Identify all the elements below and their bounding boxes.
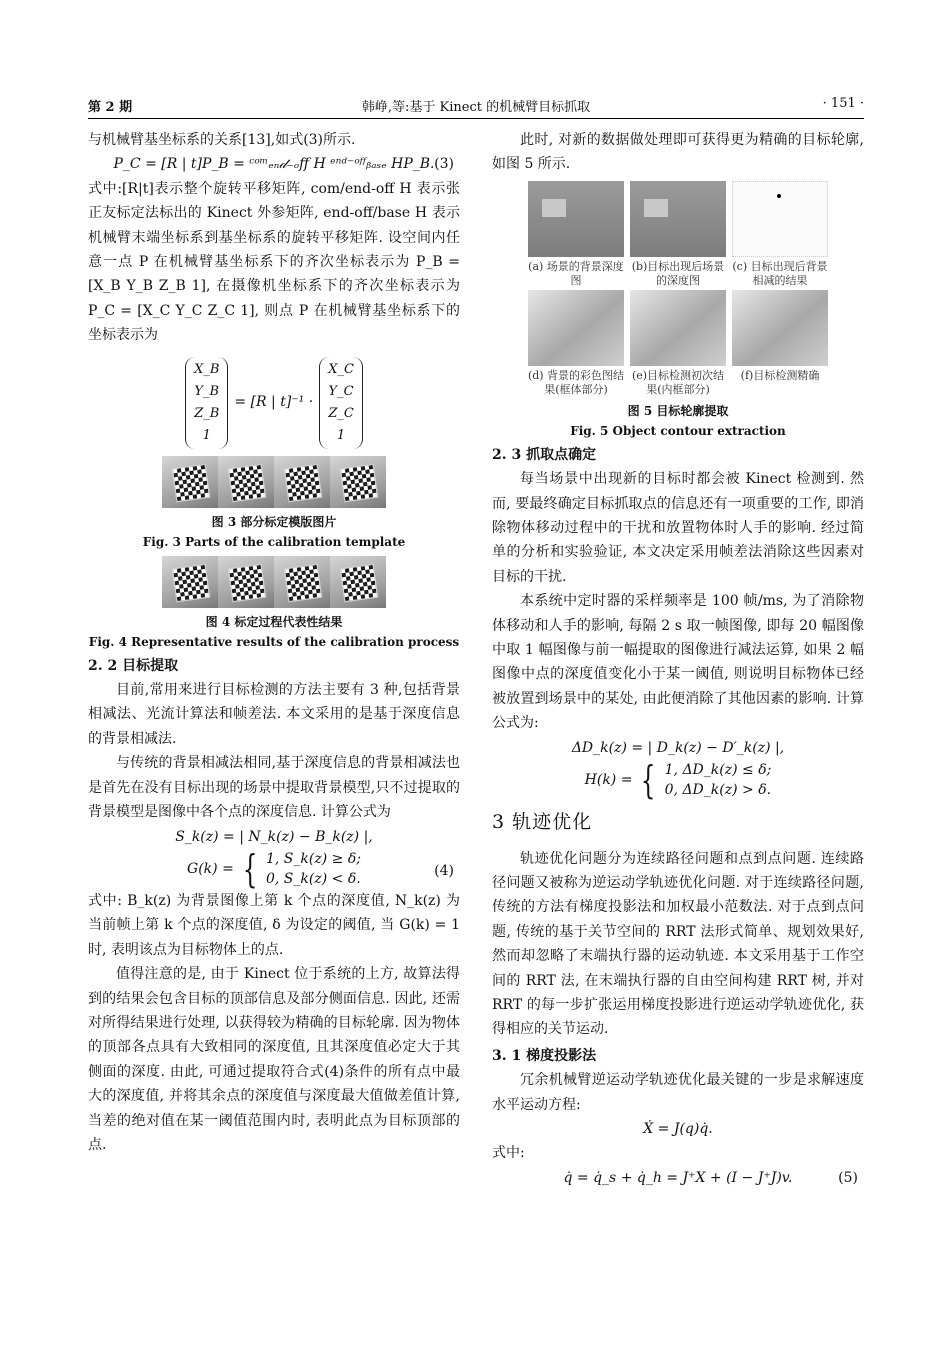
calibration-image (218, 456, 274, 508)
depth-image (528, 181, 624, 257)
figure-5f (729, 290, 831, 399)
coordinate-matrix-equation (88, 354, 460, 452)
equation-4b (88, 846, 460, 891)
section-heading: 3 轨迹优化 (492, 811, 593, 834)
figure-3-caption: 图 3 部分标定模版图片 (211, 514, 337, 529)
matrix-left (185, 357, 228, 449)
detection-image (630, 290, 726, 366)
subfigure-caption: (a) 场景的背景深度图 (528, 259, 624, 287)
matrix-entry: Z_C (328, 405, 354, 421)
section-heading: 3. 1 梯度投影法 (492, 1047, 597, 1064)
matrix-entry: X_C (328, 361, 354, 377)
equation-number: (5) (838, 1169, 858, 1186)
matrix-right (319, 357, 363, 449)
calibration-image (162, 456, 218, 508)
calibration-result-image (218, 556, 274, 608)
subfigure-caption: (d) 背景的彩色图结果(框体部分) (527, 368, 625, 396)
page-header (88, 96, 864, 118)
equation-text: q̇ = q̇_s + q̇_h = J⁺X + (I − J⁺J)v. (563, 1169, 793, 1186)
matrix-operator: = [R | t]⁻¹ · (234, 394, 314, 411)
case-line: 1, S_k(z) ≥ δ; (266, 850, 361, 867)
figure-5e (627, 290, 729, 399)
figure-4-caption-en: Fig. 4 Representative results of the calibration process (88, 634, 460, 649)
paragraph: 式中:[R|t]表示整个旋转平移矩阵, com/end-off H 表示张正友标定法标出的 Kinect 外参矩阵, end-off/base H 表示机械臂末端坐标系到基坐标系的旋转平移矩阵. 设空间内任意一点 P 在机械臂基坐标系下的齐次坐标表示为 P_B = [X_B Y_B Z_B 1], 在摄像机坐标系下的齐次坐标表示为 P_C = [X_C Y_C Z_C 1], 则点 P 在机械臂基坐标系下的坐标表示为 (88, 180, 460, 344)
equation-3 (88, 152, 460, 176)
paragraph: 值得注意的是, 由于 Kinect 位于系统的上方, 故算法得到的结果会包含目标的顶部信息及部分侧面信息. 因此, 还需对所得结果进行处理, 以获得较为精确的目标轮廓. 因为物体的顶部各点具有大致相同的深度值, 且其深度值必定大于其侧面的深度. 由此, 可通过提取符合式(4)条件的所有点中最大的深度值, 并将其余点的深度值与深度最大值做差值计算, 当差的绝对值在某一阈值范围内时, 表明此点为目标顶部的点. (88, 966, 460, 1153)
subfigure-caption: (e)目标检测初次结果(内框部分) (631, 368, 725, 396)
equation-number: (4) (434, 862, 454, 879)
figure-3-images (88, 456, 460, 508)
figure-5d (525, 290, 627, 399)
brace: { (641, 758, 656, 803)
subfigure-caption: (f)目标检测精确 (740, 368, 820, 382)
calibration-result-image (162, 556, 218, 608)
header-rule (88, 118, 864, 119)
figure-5-caption-en: Fig. 5 Object contour extraction (570, 423, 786, 438)
case-lines (665, 760, 772, 800)
equation-lhs: H(k) = (584, 771, 633, 788)
issue-number: 第 2 期 (88, 100, 133, 115)
paragraph: 与机械臂基坐标系的关系[13],如式(3)所示. (88, 132, 356, 148)
subfigure-caption: (c) 目标出现后背景相减的结果 (732, 259, 828, 287)
depth-image (630, 181, 726, 257)
figure-5-caption: 图 5 目标轮廓提取 (627, 403, 729, 418)
page-number: · 151 · (822, 96, 864, 111)
calibration-image (274, 456, 330, 508)
matrix-entry: 1 (202, 427, 211, 443)
subfigure-caption: (b)目标出现后场景的深度图 (631, 259, 725, 287)
matrix-entry: 1 (336, 427, 346, 443)
figure-5-grid (492, 181, 864, 399)
equation-velocity: Ẋ = J(q)q̇. (643, 1120, 713, 1137)
detection-image (732, 290, 828, 366)
right-column (492, 128, 864, 1190)
equation-lhs: G(k) = (187, 860, 234, 877)
equation-h (492, 758, 864, 803)
figure-5a (525, 181, 627, 290)
calibration-result-image (274, 556, 330, 608)
paragraph: 目前,常用来进行目标检测的方法主要有 3 种,包括背景相减法、光流计算法和帧差法. 本文采用的是基于深度信息的背景相减法. (88, 682, 460, 747)
section-heading: 2. 2 目标提取 (88, 657, 179, 674)
left-column (88, 128, 460, 1157)
paragraph: 每当场景中出现新的目标时都会被 Kinect 检测到. 然而, 要最终确定目标抓取点的信息还有一项重要的工作, 即消除物体移动过程中的干扰和放置物体时人手的影响. 经过简单的分析和实验验证, 本文决定采用帧差法消除这些因素对目标的干扰. (492, 471, 864, 585)
paragraph: 轨迹优化问题分为连续路径问题和点到点问题. 连续路径问题又被称为逆运动学轨迹优化问题. 对于连续路径问题, 传统的方法有梯度投影法和加权最小范数法. 对于点到点问题, 传统的基于关节空间的 RRT 法形式简单、规划效果好, 然而却忽略了末端执行器的运动轨迹. 本文采用基于工作空间的 RRT 法, 在末端执行器的自由空间构建 RRT 树, 并对 RRT 的每一步扩张运用梯度投影进行逆运动学轨迹优化, 获得相应的关节运动. (492, 850, 864, 1038)
running-title: 韩峥,等:基于 Kinect 的机械臂目标抓取 (361, 100, 591, 115)
brace: { (242, 846, 258, 891)
cases-expression (584, 758, 772, 803)
equation-5 (492, 1166, 864, 1190)
case-line: 0, ΔD_k(z) > δ. (664, 782, 772, 799)
figure-5b (627, 181, 729, 290)
matrix-entry: Z_B (194, 405, 220, 421)
figure-4-caption: 图 4 标定过程代表性结果 (205, 614, 343, 629)
calibration-result-image (330, 556, 386, 608)
cases-expression (187, 846, 361, 891)
equation-4a: S_k(z) = | N_k(z) − B_k(z) |, (175, 828, 373, 845)
matrix-entry: X_B (194, 361, 220, 377)
color-image (528, 290, 624, 366)
paragraph: 本系统中定时器的采样频率是 100 帧/ms, 为了消除物体移动和人手的影响, 每隔 2 s 取一帧图像, 即每 20 幅图像中取 1 幅图像与前一幅提取的图像进行减法运算, 如果 2 幅图像中点的深度值变化小于某一阈值, 则说明目标物体已经被放置到场景中的某处, 由此便消除了其他因素的影响. 计算公式为: (492, 593, 864, 732)
equation-text: P_C = [R | t]P_B = ᶜᵒᵐₑₙ𝒹₋ₒff H ᵉⁿᵈ⁻ᵒᶠᶠᵦₐₛₑ HP_B. (113, 156, 435, 173)
case-line: 0, S_k(z) < δ. (266, 870, 361, 887)
paragraph: 冗余机械臂逆运动学轨迹优化最关键的一步是求解速度水平运动方程: (492, 1072, 864, 1113)
case-line: 1, ΔD_k(z) ≤ δ; (664, 762, 772, 779)
calibration-image (330, 456, 386, 508)
equation-delta: ΔD_k(z) = | D_k(z) − D′_k(z) |, (571, 739, 785, 756)
paragraph: 式中: B_k(z) 为背景图像上第 k 个点的深度值, N_k(z) 为当前帧上第 k 个点的深度值, δ 为设定的阈值, 当 G(k) = 1 时, 表明该点为目标物体上的点. (88, 892, 460, 958)
figure-5c (729, 181, 831, 290)
matrix-entry: Y_B (194, 383, 220, 399)
figure-3-caption-en: Fig. 3 Parts of the calibration template (142, 534, 406, 549)
matrix-entry: Y_C (328, 383, 354, 399)
subtraction-image (732, 181, 828, 257)
figure-4-images (88, 556, 460, 608)
paragraph: 此时, 对新的数据做处理即可获得更为精确的目标轮廓, 如图 5 所示. (492, 132, 864, 173)
case-lines (266, 849, 361, 889)
section-heading: 2. 3 抓取点确定 (492, 446, 597, 463)
paragraph: 式中: (492, 1145, 525, 1162)
paragraph: 与传统的背景相减法相同,基于深度信息的背景相减法也是首先在没有目标出现的场景中提取背景模型,只不过提取的背景模型是图像中各个点的深度信息. 计算公式为 (88, 755, 460, 821)
equation-number: (3) (434, 156, 454, 173)
